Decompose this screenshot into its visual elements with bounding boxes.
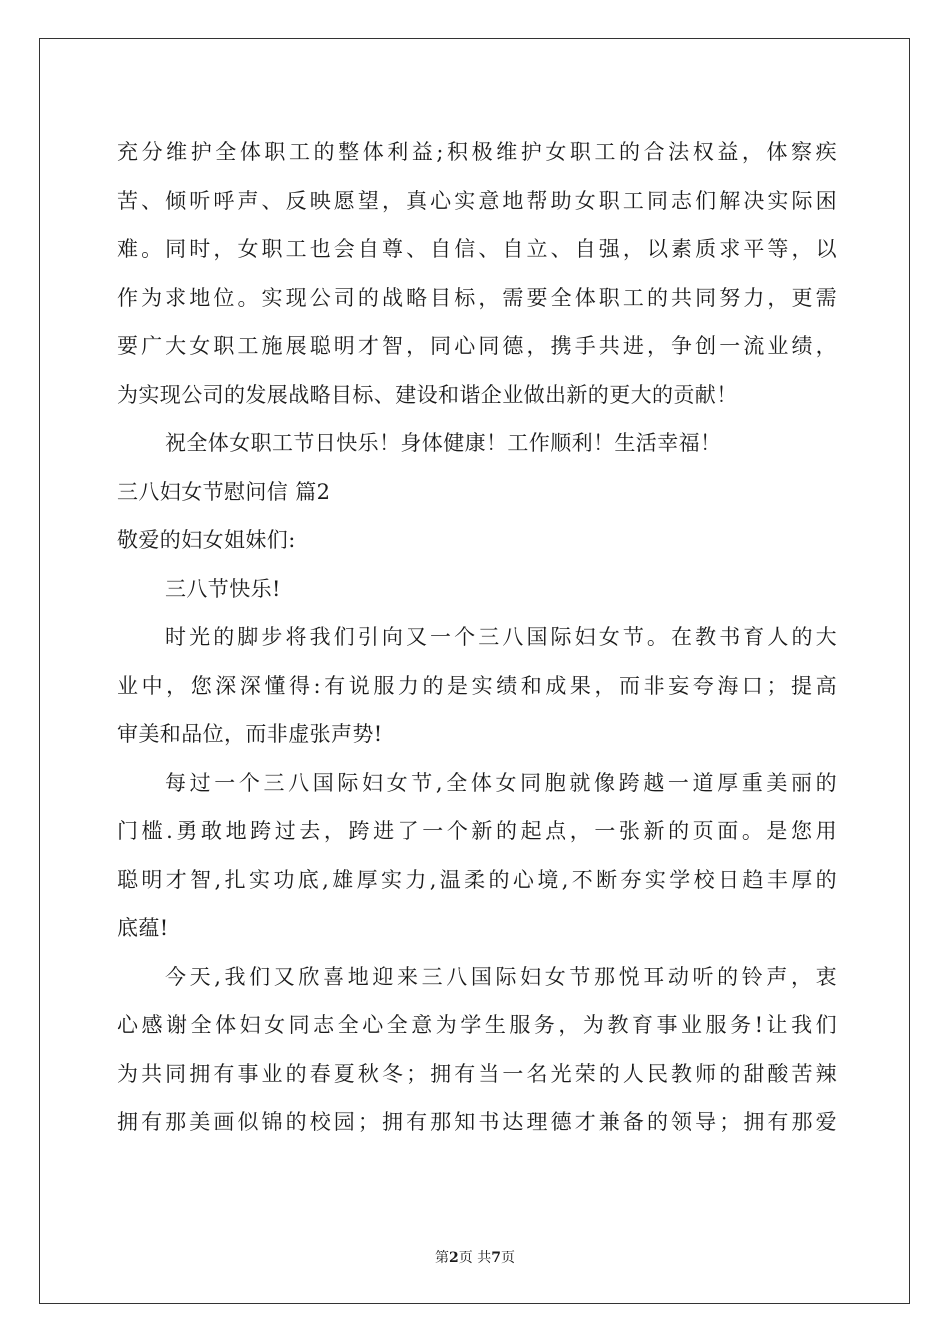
text-line: 难。同时，女职工也会自尊、自信、自立、自强，以素质求平等，以 [117, 237, 837, 261]
text-line: 为共同拥有事业的春夏秋冬；拥有当一名光荣的人民教师的甜酸苦辣 [117, 1061, 837, 1086]
text-line: 心感谢全体妇女同志全心全意为学生服务，为教育事业服务!让我们 [117, 1013, 837, 1037]
text-line: 时光的脚步将我们引向又一个三八国际妇女节。在教书育人的大 [165, 625, 837, 649]
text-line: 审美和品位，而非虚张声势! [117, 722, 383, 746]
text-line: 祝全体女职工节日快乐！身体健康！工作顺利！生活幸福！ [165, 431, 722, 455]
text-line: 业中，您深深懂得:有说服力的是实绩和成果，而非妄夸海口；提高 [117, 673, 837, 698]
text-line: 苦、倾听呼声、反映愿望，真心实意地帮助女职工同志们解决实际困 [117, 188, 837, 213]
text-line: 聪明才智,扎实功底,雄厚实力,温柔的心境,不断夯实学校日趋丰厚的 [117, 867, 837, 892]
text-line: 为实现公司的发展战略目标、建设和谐企业做出新的更大的贡献！ [117, 382, 738, 407]
section-heading: 三八妇女节慰问信 篇2 [117, 479, 331, 504]
page-suffix: 页 [500, 1250, 515, 1266]
text-line: 充分维护全体职工的整体利益;积极维护女职工的合法权益，体察疾 [117, 140, 837, 164]
page-current: 2 [449, 1250, 459, 1266]
text-line: 作为求地位。实现公司的战略目标，需要全体职工的共同努力，更需 [117, 285, 837, 310]
document-body [117, 128, 837, 1147]
salutation: 敬爱的妇女姐妹们: [117, 528, 296, 552]
text-line: 每过一个三八国际妇女节,全体女同胞就像跨越一道厚重美丽的 [165, 770, 837, 795]
page-footer [0, 1247, 950, 1267]
text-line: 门槛.勇敢地跨过去，跨进了一个新的起点，一张新的页面。是您用 [117, 819, 837, 843]
text-line: 今天,我们又欣喜地迎来三八国际妇女节那悦耳动听的铃声，衷 [165, 964, 837, 989]
page-prefix: 第 [435, 1250, 450, 1266]
text-line: 底蕴! [117, 916, 169, 940]
page-total: 7 [491, 1250, 501, 1266]
text-line: 要广大女职工施展聪明才智，同心同德，携手共进，争创一流业绩， [117, 334, 837, 358]
text-line: 拥有那美画似锦的校园；拥有那知书达理德才兼备的领导；拥有那爱 [117, 1110, 837, 1134]
page-mid: 页 共 [458, 1250, 492, 1266]
text-line: 三八节快乐! [165, 576, 281, 601]
